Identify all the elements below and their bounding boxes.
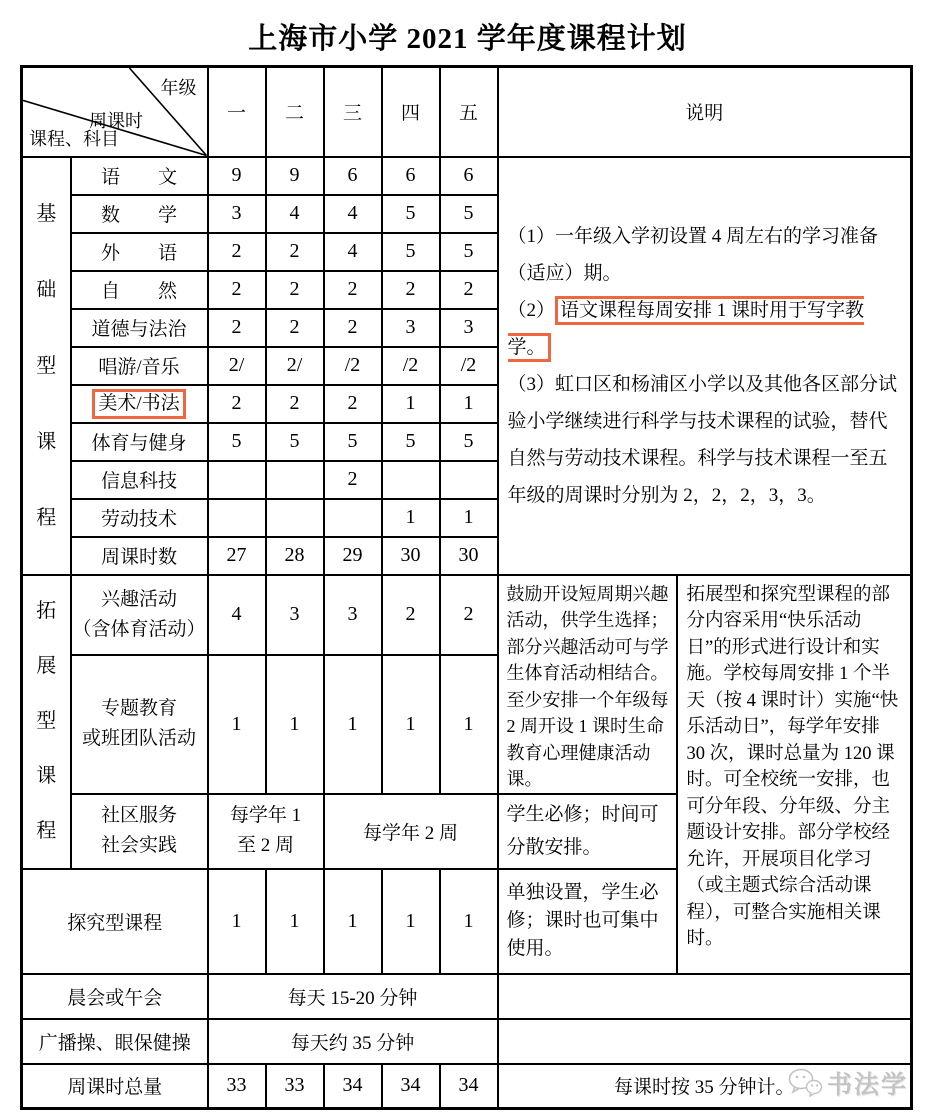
value-cell: 5: [440, 195, 498, 233]
value-cell: 2: [324, 309, 382, 347]
value-cell: 2: [208, 309, 266, 347]
value-cell: 2/: [208, 347, 266, 385]
basic-group-cell: [22, 157, 71, 575]
value-cell: 2/: [266, 347, 324, 385]
subject-cell: 自 然: [71, 271, 208, 309]
inquiry-label-cell: 探究型课程: [22, 869, 208, 974]
course-axis-label: 课程、科目: [29, 128, 119, 149]
subject-cell: 外 语: [71, 233, 208, 271]
value-cell: 5: [440, 423, 498, 461]
diagonal-header-cell: [22, 67, 208, 157]
value-cell: 3: [208, 195, 266, 233]
value-cell: /2: [440, 347, 498, 385]
subject-line: 或班团队活动: [81, 728, 196, 750]
subject-cell: [71, 655, 208, 793]
value-cell: 6: [440, 157, 498, 195]
grade-column-header: 四: [382, 67, 440, 157]
highlighted-subject: 美术/书法: [92, 389, 185, 419]
table-row: [22, 1019, 912, 1064]
value-cell: 33: [208, 1064, 266, 1109]
value-cell: 2: [266, 385, 324, 423]
value-cell: [440, 461, 498, 499]
value-cell: 27: [208, 537, 266, 575]
morning-label-cell: 晨会或午会: [22, 974, 208, 1019]
value-cell: 30: [440, 537, 498, 575]
value-cell: [266, 499, 324, 537]
subject-cell: 道德与法治: [71, 309, 208, 347]
value-cell: [324, 499, 382, 537]
value-cell: 1: [382, 869, 440, 974]
morning-value-cell: 每天 15-20 分钟: [208, 974, 498, 1019]
grade-column-header: 三: [324, 67, 382, 157]
subject-cell: 数 学: [71, 195, 208, 233]
value-cell: 34: [324, 1064, 382, 1109]
curriculum-table: [20, 65, 913, 1110]
subject-cell: 唱游/音乐: [71, 347, 208, 385]
table-row: [22, 575, 912, 656]
subject-line: 社会实践: [100, 835, 177, 856]
value-cell: [382, 461, 440, 499]
value-cell: 1: [440, 385, 498, 423]
value-cell: 28: [266, 537, 324, 575]
note-2: （2） 语文课程每周安排 1 课时用于写字教学。: [508, 292, 902, 366]
grade-column-header: 二: [266, 67, 324, 157]
value-cell: 9: [208, 157, 266, 195]
total-label-cell: 周课时总量: [22, 1064, 208, 1109]
value-cell: 5: [382, 423, 440, 461]
wechat-icon: [787, 1068, 823, 1098]
value-cell: 2: [440, 271, 498, 309]
value-cell: 6: [382, 157, 440, 195]
extended-group-cell: [22, 575, 71, 869]
note-3: （3）虹口区和杨浦区小学以及其他各区部分试验小学继续进行科学与技术课程的试验，替代自然与劳动技术课程。科学与技术课程一至五年级的周课时分别为 2，2，2，3，3。: [507, 373, 898, 506]
table-row: [22, 974, 912, 1019]
grade-column-header: 一: [208, 67, 266, 157]
value-cell: 4: [266, 195, 324, 233]
subject-cell: [71, 575, 208, 656]
interest-note-cell: 鼓励开设短周期兴趣活动，供学生选择；部分兴趣活动可与学生体育活动相结合。至少安排一个年级每 2 周开设 1 课时生命教育心理健康活动课。: [498, 575, 677, 794]
value-cell: 4: [324, 195, 382, 233]
value-cell: 2: [266, 309, 324, 347]
subject-line: 兴趣活动: [100, 588, 177, 610]
value-cell: 1: [440, 869, 498, 974]
grade-axis-label: 年级: [160, 78, 197, 98]
value-cell: 1: [440, 499, 498, 537]
page-title: 上海市小学 2021 学年度课程计划: [248, 23, 687, 55]
value-cell: 2: [266, 233, 324, 271]
value-cell: 3: [266, 575, 324, 656]
basic-notes-cell: [498, 157, 912, 575]
empty-note-cell: [498, 974, 912, 1019]
value-cell: 30: [382, 537, 440, 575]
inquiry-note-cell: 单独设置，学生必修；课时也可集中使用。: [498, 869, 677, 974]
notes-column-header: 说明: [498, 67, 912, 157]
value-cell: 1: [324, 655, 382, 793]
value-cell: 4: [324, 233, 382, 271]
value-cell: 5: [266, 423, 324, 461]
subject-cell-highlighted: [71, 385, 208, 423]
highlighted-note-text: 语文课程每周安排 1 课时用于写字教学。: [508, 296, 865, 362]
value-cell: 33: [266, 1064, 324, 1109]
subject-line: 专题教育: [100, 698, 177, 720]
exercise-value-cell: 每天约 35 分钟: [208, 1019, 498, 1064]
value-cell: 3: [440, 309, 498, 347]
value-cell: 2: [208, 271, 266, 309]
value-cell: 2: [382, 271, 440, 309]
value-cell: 1: [208, 869, 266, 974]
value-cell: 29: [324, 537, 382, 575]
value-cell: 1: [324, 869, 382, 974]
value-cell: 1: [208, 655, 266, 793]
header-row: [22, 67, 912, 157]
value-cell: 5: [440, 233, 498, 271]
value-cell: 2: [382, 575, 440, 656]
value-cell: 1: [382, 499, 440, 537]
value-cell: 34: [382, 1064, 440, 1109]
subject-cell: 语 文: [71, 157, 208, 195]
value-cell: 9: [266, 157, 324, 195]
watermark-text: 书法学: [827, 1072, 909, 1099]
value-cell: 2: [208, 385, 266, 423]
value-cell: [208, 461, 266, 499]
subject-line: 社区服务: [100, 805, 177, 826]
value-cell: [266, 461, 324, 499]
value-cell: 1: [440, 655, 498, 793]
value-cell: 3: [382, 309, 440, 347]
value-cell: 5: [382, 195, 440, 233]
value-cell: 34: [440, 1064, 498, 1109]
value-cell: 5: [324, 423, 382, 461]
watermark: [787, 1065, 908, 1101]
total-note-text: 每课时按 35 分钟计。: [614, 1077, 795, 1099]
extended-group-label: 拓展型课程: [36, 600, 57, 842]
note-1: （1）一年级入学初设置 4 周左右的学习准备（适应）期。: [507, 225, 879, 284]
empty-note-cell: [498, 1019, 912, 1064]
value-cell: 1: [382, 385, 440, 423]
value-cell: 4: [208, 575, 266, 656]
table-row: [22, 157, 912, 195]
value-cell: [208, 499, 266, 537]
value-cell: 5: [382, 233, 440, 271]
value-cell: 3: [324, 575, 382, 656]
exercise-label-cell: 广播操、眼保健操: [22, 1019, 208, 1064]
value-cell: /2: [324, 347, 382, 385]
community-grade12-cell: 每学年 1 至 2 周: [208, 794, 324, 869]
value-cell: 2: [324, 271, 382, 309]
value-cell: 2: [266, 271, 324, 309]
community-grade345-cell: 每学年 2 周: [324, 794, 498, 869]
subject-cell: [71, 794, 208, 869]
value-cell: 1: [382, 655, 440, 793]
subject-cell: 劳动技术: [71, 499, 208, 537]
grade-column-header: 五: [440, 67, 498, 157]
extended-inquiry-note-cell: 拓展型和探究型课程的部分内容采用“快乐活动日”的形式进行设计和实施。学校每周安排 1 个半天（按 4 课时计）实施“快乐活动日”，每学年安排 30 次，课时总量为 120 课时。可全校统一安排，也可分年段、分年级、分主题设计安排。部分学校经允许，开展项目化学习（或主题式综合活动课程），可整合实施相关课时。: [677, 575, 912, 974]
value-cell: 1: [266, 869, 324, 974]
basic-group-label: 基础型课程: [36, 202, 57, 529]
subject-cell: 信息科技: [71, 461, 208, 499]
value-cell: 2: [324, 385, 382, 423]
subject-cell: 周课时数: [71, 537, 208, 575]
value-cell: 2: [208, 233, 266, 271]
value-cell: /2: [382, 347, 440, 385]
community-note-cell: 学生必修；时间可分散安排。: [498, 794, 677, 869]
value-cell: 2: [324, 461, 382, 499]
value-cell: 5: [208, 423, 266, 461]
value-cell: 1: [266, 655, 324, 793]
weekly-hours-axis-label: 周课时: [89, 111, 143, 131]
value-cell: 2: [440, 575, 498, 656]
subject-cell: 体育与健身: [71, 423, 208, 461]
value-cell: 6: [324, 157, 382, 195]
subject-line: （含体育活动）: [72, 618, 206, 640]
